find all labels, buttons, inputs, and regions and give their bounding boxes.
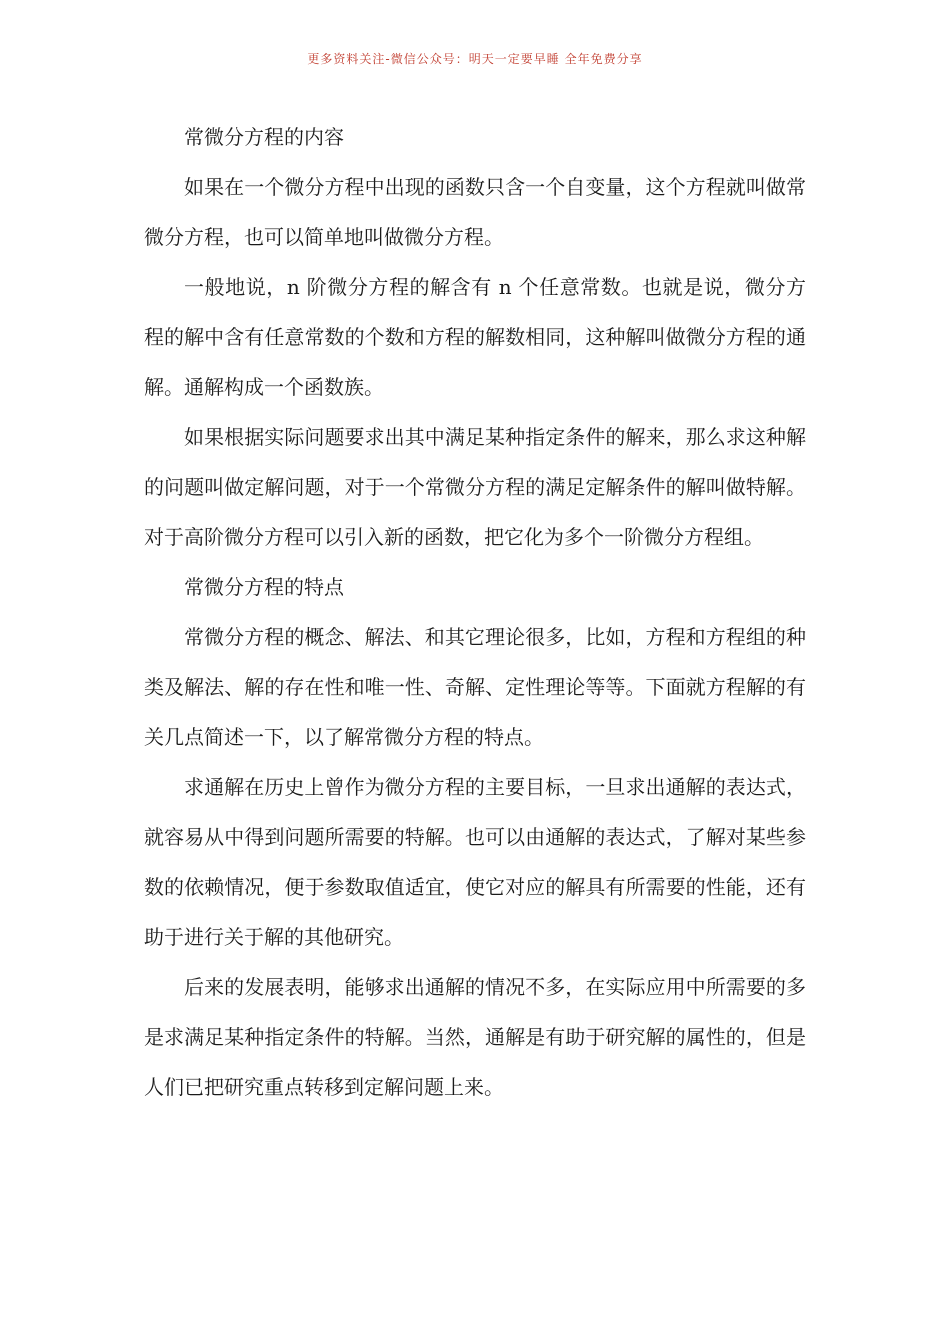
section-heading-content: 常微分方程的内容 — [184, 125, 344, 149]
section-heading-features: 常微分方程的特点 — [184, 575, 344, 599]
page-header-notice: 更多资料关注-微信公众号：明天一定要早睡 全年免费分享 — [307, 52, 643, 66]
paragraph-concepts: 常微分方程的概念、解法、和其它理论很多，比如，方程和方程组的种类及解法、解的存在性和唯一性、奇解、定性理论等等。下面就方程解的有关几点简述一下，以了解常微分方程的特点。 — [144, 625, 806, 749]
paragraph-particular-solution: 如果根据实际问题要求出其中满足某种指定条件的解来，那么求这种解的问题叫做定解问题，对于一个常微分方程的满足定解条件的解叫做特解。对于高阶微分方程可以引入新的函数，把它化为多个一阶微分方程组。 — [144, 425, 806, 549]
paragraph-development: 后来的发展表明，能够求出通解的情况不多，在实际应用中所需要的多是求满足某种指定条件的特解。当然，通解是有助于研究解的属性的，但是人们已把研究重点转移到定解问题上来。 — [144, 975, 806, 1099]
document-body — [144, 112, 806, 1112]
paragraph-history: 求通解在历史上曾作为微分方程的主要目标，一旦求出通解的表达式，就容易从中得到问题所需要的特解。也可以由通解的表达式，了解对某些参数的依赖情况，便于参数取值适宜，使它对应的解具有所需要的性能，还有助于进行关于解的其他研究。 — [144, 775, 806, 949]
paragraph-definition: 如果在一个微分方程中出现的函数只含一个自变量，这个方程就叫做常微分方程，也可以简单地叫做微分方程。 — [144, 175, 806, 249]
paragraph-general-solution: 一般地说，n 阶微分方程的解含有 n 个任意常数。也就是说，微分方程的解中含有任意常数的个数和方程的解数相同，这种解叫做微分方程的通解。通解构成一个函数族。 — [144, 275, 806, 399]
